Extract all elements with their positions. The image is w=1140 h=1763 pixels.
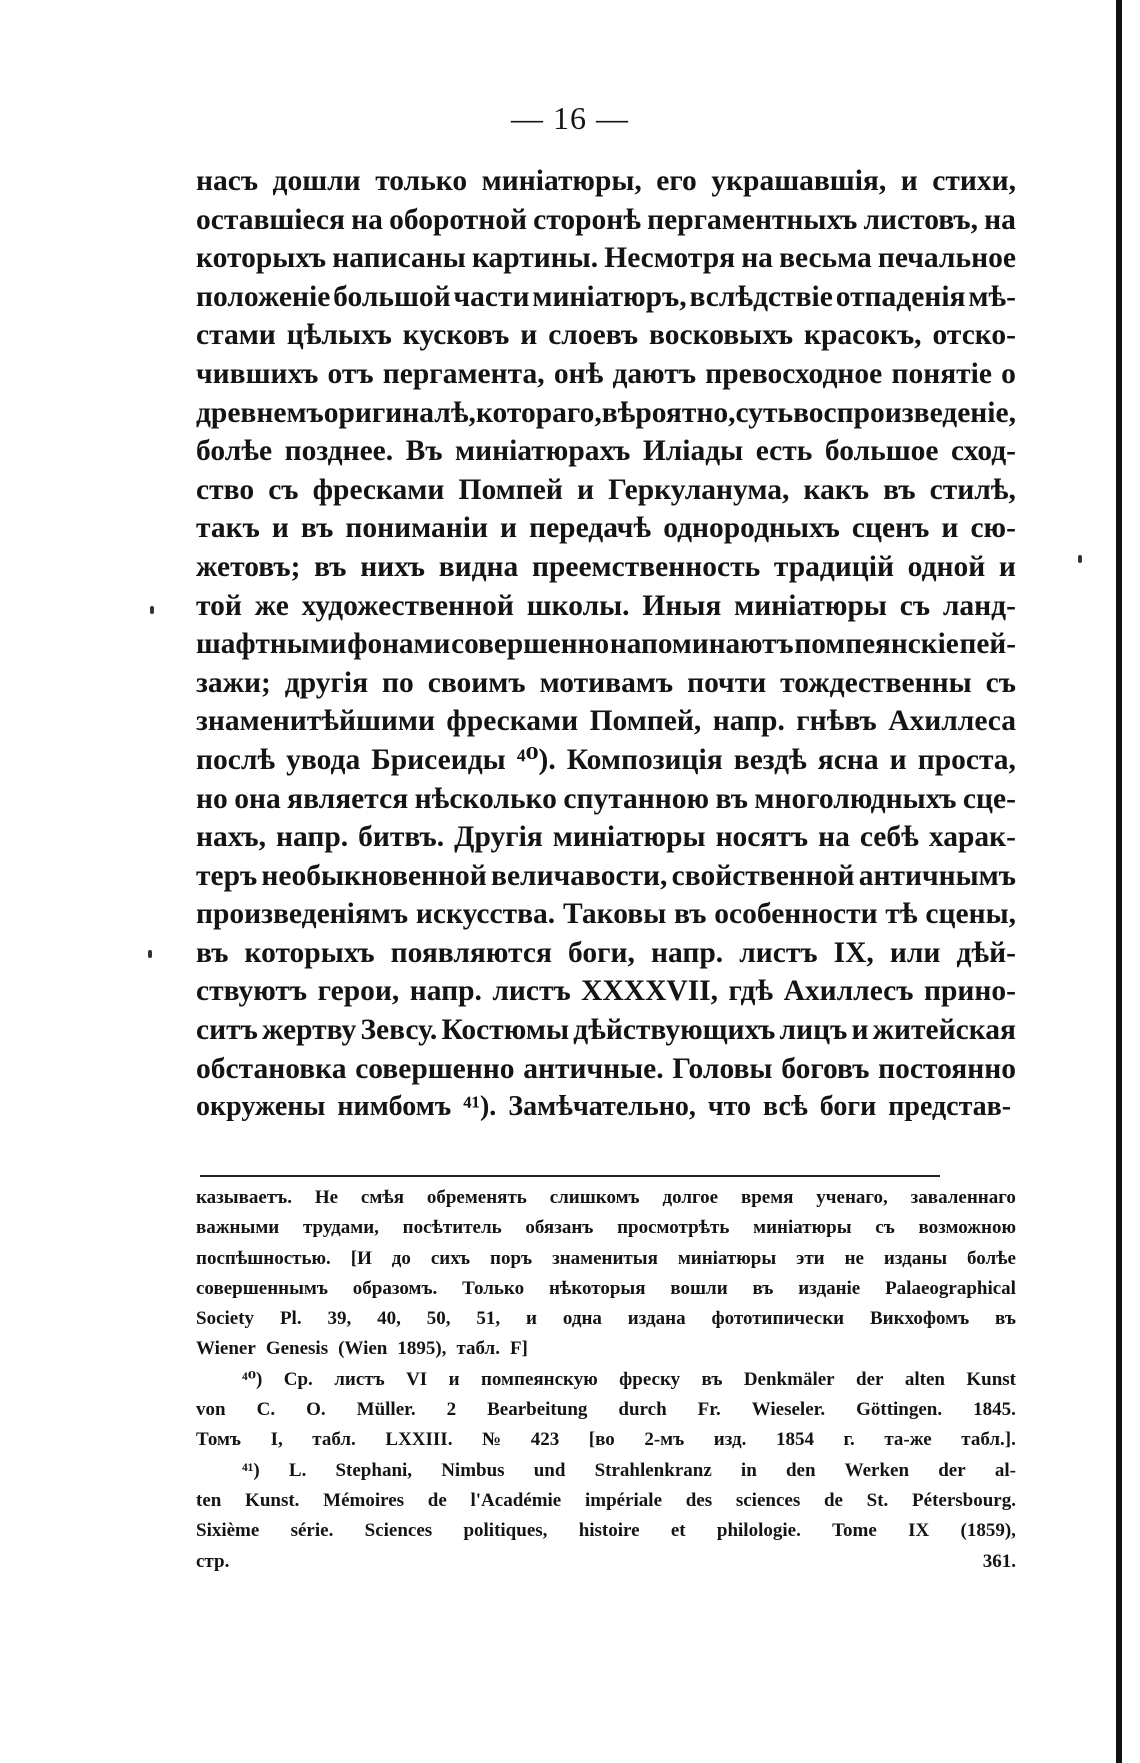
body-line: положеніе большой части миніатюръ, вслѣдствіе отпаденія мѣ- bbox=[196, 280, 1016, 313]
body-line: такъ и въ пониманіи и передачѣ однородныхъ сценъ и сю- bbox=[196, 512, 1016, 545]
footnote-line: поспѣшностью. [И до сихъ поръ знаменитыя миніатюры эти не изданы болѣе bbox=[196, 1247, 1016, 1269]
footnote-line: Томъ I, табл. LXXIII. № 423 [во 2-мъ изд. 1854 г. та-же табл.]. bbox=[196, 1429, 1016, 1451]
body-line: жетовъ; въ нихъ видна преемственность традицій одной и bbox=[196, 550, 1016, 583]
body-line: произведеніямъ искусства. Таковы въ особенности тѣ сцены, bbox=[196, 898, 1016, 931]
body-line: но она является нѣсколько спутанною въ многолюдныхъ сце- bbox=[196, 782, 1016, 815]
body-line: болѣе позднее. Въ миніатюрахъ Иліады есть большое сход- bbox=[196, 435, 1016, 468]
footnote-line: Wiener Genesis (Wien 1895), табл. F] bbox=[196, 1338, 528, 1360]
body-line: древнемъ оригиналѣ, котораго, вѣроятно, суть воспроизведеніе, bbox=[196, 396, 1016, 429]
body-line: шафтными фонами совершенно напоминаютъ помпеянскіе пей- bbox=[196, 628, 1016, 661]
footnote-line: совершеннымъ образомъ. Только нѣкоторыя вошли въ изданіе Palaeographical bbox=[196, 1277, 1016, 1299]
footnote-line: ⁴⁰) Ср. листъ VI и помпеянскую фреску въ Denkmäler der alten Kunst bbox=[242, 1368, 1016, 1390]
footnote-divider bbox=[200, 1175, 940, 1177]
page-number: — 16 — bbox=[511, 100, 629, 136]
body-line: знаменитѣйшими фресками Помпей, напр. гнѣвъ Ахиллеса bbox=[196, 705, 1016, 738]
footnote-line: стр. 361. bbox=[196, 1550, 1016, 1572]
footnotes bbox=[196, 1183, 1016, 1577]
body-line: обстановка совершенно античные. Головы боговъ постоянно bbox=[196, 1052, 1016, 1085]
body-line: ство съ фресками Помпей и Геркуланума, какъ въ стилѣ, bbox=[196, 473, 1016, 506]
body-line: зажи; другія по своимъ мотивамъ почти тождественны съ bbox=[196, 666, 1016, 699]
body-line: оставшіеся на оборотной сторонѣ пергаментныхъ листовъ, на bbox=[196, 203, 1016, 236]
body-line: ствуютъ герои, напр. листъ XXXXVII, гдѣ Ахиллесъ прино- bbox=[196, 975, 1016, 1008]
body-line: которыхъ написаны картины. Несмотря на весьма печальное bbox=[196, 242, 1016, 275]
footnote-line: ten Kunst. Mémoires de l'Académie impériale des sciences de St. Pétersbourg. bbox=[196, 1489, 1016, 1511]
footnote-line: важными трудами, посѣтитель обязанъ просмотрѣть миніатюры съ возможною bbox=[196, 1217, 1016, 1239]
body-line: чившихъ отъ пергамента, онѣ даютъ превосходное понятіе о bbox=[196, 357, 1016, 390]
body-line: теръ необыкновенной величавости, свойственной античнымъ bbox=[196, 859, 1016, 892]
body-line: ситъ жертву Зевсу. Костюмы дѣйствующихъ лицъ и житейская bbox=[196, 1014, 1016, 1047]
footnote-line: ⁴¹) L. Stephani, Nimbus und Strahlenkranz in den Werken der al- bbox=[242, 1459, 1016, 1481]
footnote-line: казываетъ. Не смѣя обременять слишкомъ долгое время ученаго, заваленнаго bbox=[196, 1187, 1016, 1208]
body-line: нахъ, напр. битвъ. Другія миніатюры носятъ на себѣ харак- bbox=[196, 821, 1016, 854]
main-text bbox=[196, 162, 1016, 1127]
footnote-line: von C. O. Müller. 2 Bearbeitung durch Fr. Wieseler. Göttingen. 1845. bbox=[196, 1399, 1016, 1421]
margin-mark bbox=[150, 606, 154, 614]
body-line: окружены нимбомъ ⁴¹). Замѣчательно, что всѣ боги представ- bbox=[196, 1091, 1012, 1123]
body-line: въ которыхъ появляются боги, напр. листъ IX, или дѣй- bbox=[196, 936, 1016, 969]
body-line: послѣ увода Брисеиды ⁴⁰). Композиція вездѣ ясна и проста, bbox=[196, 743, 1016, 776]
margin-mark bbox=[148, 950, 152, 958]
page-edge-line bbox=[1116, 0, 1122, 1763]
footnote-line: Society Pl. 39, 40, 50, 51, и одна издана фототипически Викхофомъ въ bbox=[196, 1308, 1016, 1330]
body-line: насъ дошли только миніатюры, его украшавшія, и стихи, bbox=[196, 165, 1016, 197]
body-line: стами цѣлыхъ кусковъ и слоевъ восковыхъ красокъ, отско- bbox=[196, 319, 1016, 352]
body-line: той же художественной школы. Иныя миніатюры съ ланд- bbox=[196, 589, 1016, 622]
footnote-line: Sixième série. Sciences politiques, histoire et philologie. Tome IX (1859), bbox=[196, 1520, 1016, 1542]
margin-mark bbox=[1078, 555, 1082, 563]
